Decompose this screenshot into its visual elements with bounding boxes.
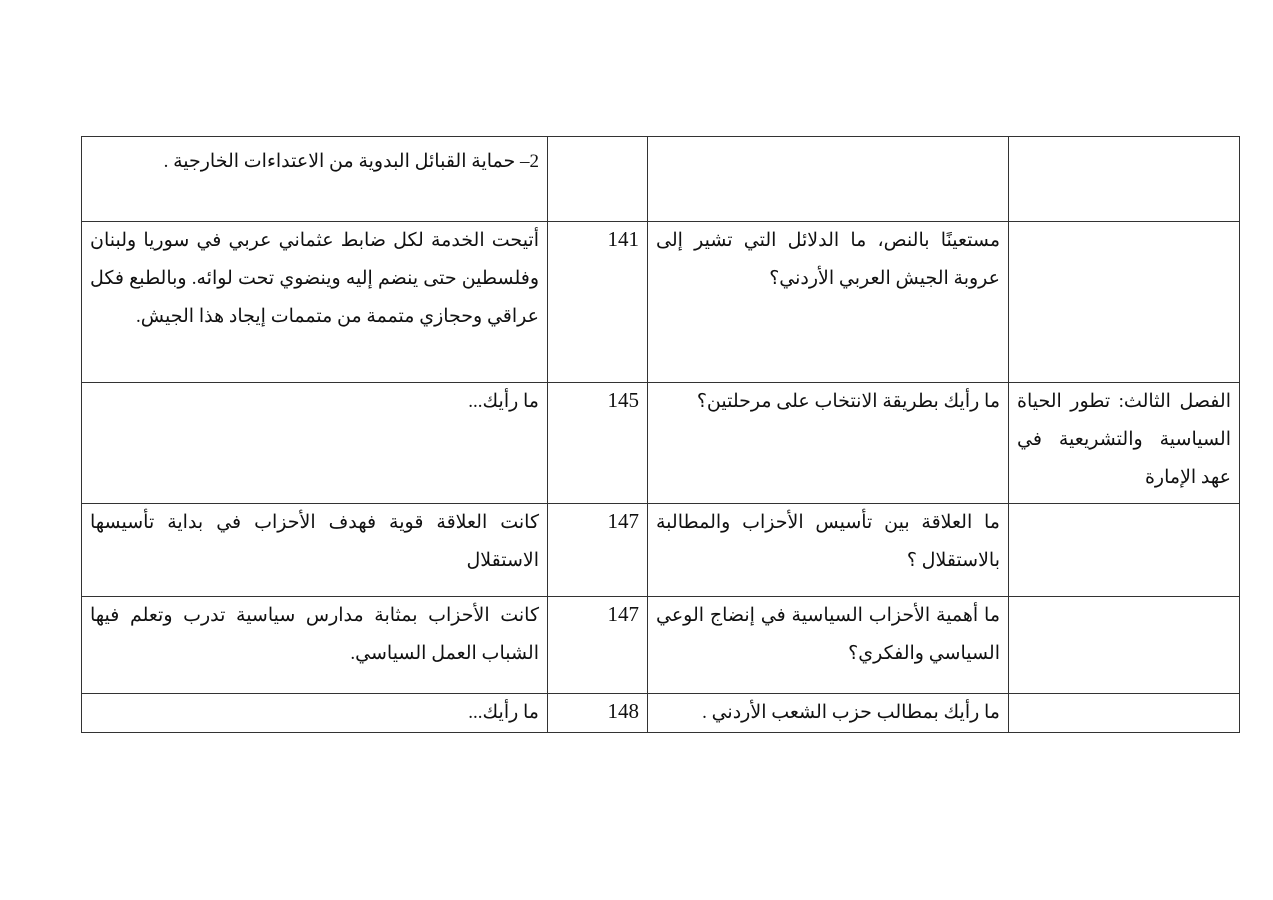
table-row <box>82 137 1240 222</box>
table-row <box>82 383 1240 504</box>
page-number: 148 <box>607 699 639 723</box>
answer-cell: 2– حماية القبائل البدوية من الاعتداءات الخارجية . <box>82 137 548 222</box>
page-number-cell <box>548 504 648 597</box>
page-number: 147 <box>607 509 639 533</box>
question-cell: ما أهمية الأحزاب السياسية في إنضاج الوعي السياسي والفكري؟ <box>648 597 1009 694</box>
question-cell: مستعينًا بالنص، ما الدلائل التي تشير إلى عروبة الجيش العربي الأردني؟ <box>648 222 1009 383</box>
answer-cell: أتيحت الخدمة لكل ضابط عثماني عربي في سوريا ولبنان وفلسطين حتى ينضم إليه وينضوي تحت لوائه. وبالطبع فكل عراقي وحجازي متممة من متممات إيجاد هذا الجيش. <box>82 222 548 383</box>
answer-cell: كانت الأحزاب بمثابة مدارس سياسية تدرب وتعلم فيها الشباب العمل السياسي. <box>82 597 548 694</box>
unit-cell <box>1009 597 1240 694</box>
page-number: 141 <box>607 227 639 251</box>
table-row <box>82 597 1240 694</box>
page-number-cell <box>548 222 648 383</box>
table-row <box>82 694 1240 733</box>
question-cell: ما رأيك بطريقة الانتخاب على مرحلتين؟ <box>648 383 1009 504</box>
unit-cell <box>1009 137 1240 222</box>
question-cell <box>648 137 1009 222</box>
table-row <box>82 504 1240 597</box>
lesson-answers-table <box>81 136 1240 733</box>
table-row <box>82 222 1240 383</box>
page-number-cell <box>548 137 648 222</box>
answer-cell: كانت العلاقة قوية فهدف الأحزاب في بداية تأسيسها الاستقلال <box>82 504 548 597</box>
answer-cell: ما رأيك... <box>82 383 548 504</box>
page-number: 147 <box>607 602 639 626</box>
unit-cell: الفصل الثالث: تطور الحياة السياسية والتشريعية في عهد الإمارة <box>1009 383 1240 504</box>
question-cell: ما العلاقة بين تأسيس الأحزاب والمطالبة بالاستقلال ؟ <box>648 504 1009 597</box>
page-number-cell <box>548 383 648 504</box>
question-cell: ما رأيك بمطالب حزب الشعب الأردني . <box>648 694 1009 733</box>
unit-cell <box>1009 504 1240 597</box>
unit-cell <box>1009 694 1240 733</box>
page-number: 145 <box>607 388 639 412</box>
answer-cell: ما رأيك... <box>82 694 548 733</box>
page-number-cell <box>548 597 648 694</box>
unit-cell <box>1009 222 1240 383</box>
page-number-cell <box>548 694 648 733</box>
